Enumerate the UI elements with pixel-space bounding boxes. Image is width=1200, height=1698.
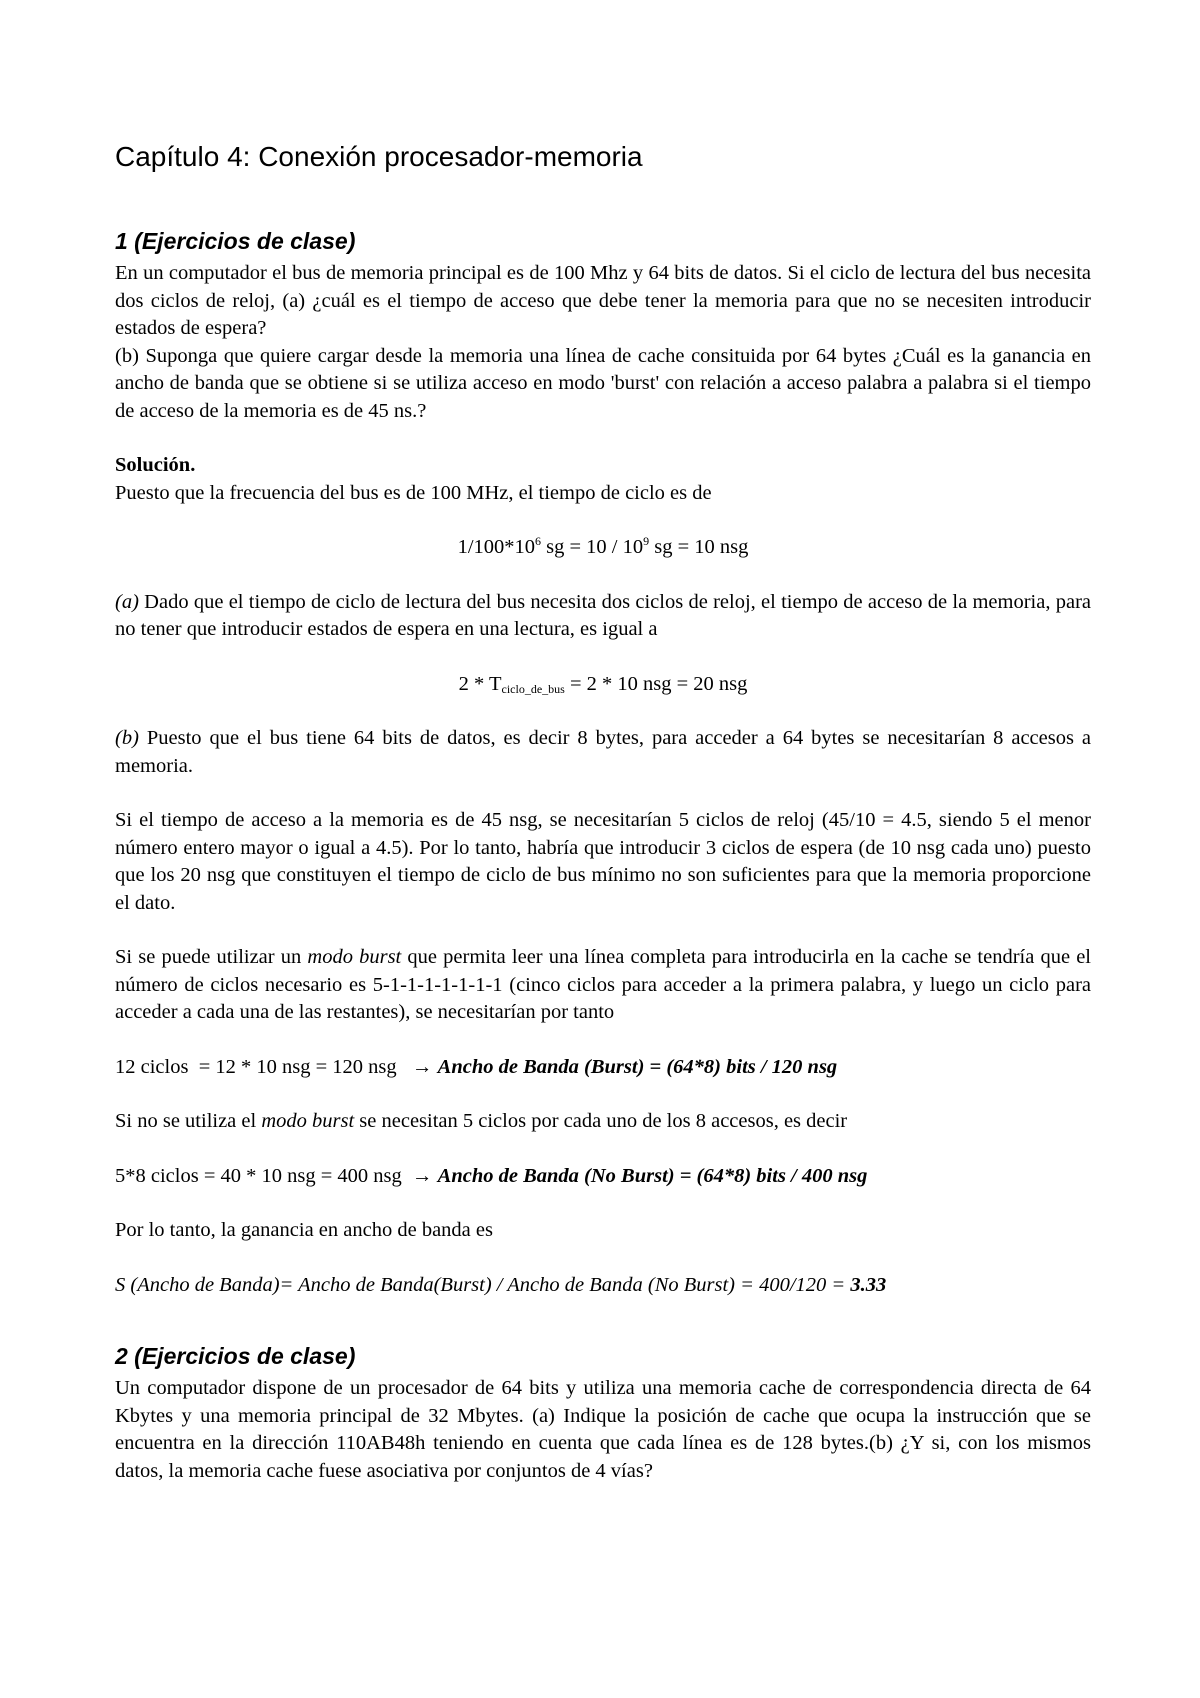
exercise-1-heading: 1 (Ejercicios de clase) (115, 228, 356, 254)
burst-calculation (115, 1054, 1091, 1082)
exercise-1-statement-a: En un computador el bus de memoria principal es de 100 Mhz y 64 bits de datos. Si el ciclo de lectura del bus necesita dos ciclos de reloj, (a) ¿cuál es el tiempo de acceso que debe tener la memoria para que no se necesiten introducir estados de espera? (115, 262, 1091, 339)
text: se necesitan 5 ciclos por cada uno de los 8 accesos, es decir (354, 1110, 848, 1132)
part-b-label: (b) (115, 727, 139, 749)
solution-label: Solución. (115, 454, 196, 476)
solution-intro: Puesto que la frecuencia del bus es de 100 MHz, el tiempo de ciclo es de (115, 481, 712, 504)
document-page (115, 120, 1091, 1485)
formula-subscript: ciclo_de_bus (501, 681, 565, 696)
emphasis: modo burst (307, 946, 402, 968)
part-a-paragraph (115, 589, 1091, 644)
formula-exponent: 6 (535, 534, 542, 548)
bandwidth-noburst: Ancho de Banda (No Burst) = (64*8) bits / 400 nsg (437, 1164, 868, 1187)
noburst-paragraph (115, 1108, 1091, 1136)
formula-cycle-time (115, 534, 1091, 562)
text: Si se puede utilizar un (115, 946, 308, 968)
formula-text: sg = 10 nsg (649, 536, 749, 558)
gain-formula (115, 1272, 1091, 1300)
exercise-1 (115, 226, 1091, 1299)
formula-text: 1/100*10 (457, 536, 536, 558)
exercise-2 (115, 1341, 1091, 1485)
part-a-label: (a) (115, 590, 139, 613)
bandwidth-burst: Ancho de Banda (Burst) = (64*8) bits / 120 nsg (437, 1055, 838, 1078)
exercise-2-statement: Un computador dispone de un procesador de 64 bits y utiliza una memoria cache de correspondencia directa de 64 Kbytes y una memoria principal de 32 Mbytes. (a) Indique la posición de cache que ocupa la instrucción que se encuentra en la dirección 110AB48h teniendo en cuenta que cada línea es de 128 bytes.(b) ¿Y si, con los mismos datos, la memoria cache fuese asociativa por conjuntos de 4 vías? (115, 1377, 1091, 1482)
formula-text: 2 * T (458, 672, 502, 695)
gain-result: 3.33 (850, 1273, 887, 1296)
text: que permita leer una línea completa para introducirla en la cache se tendría que el número de ciclos necesario es 5-1-1-1-1-1-1-1 (cinco ciclos para acceder a la primera palabra, y luego un ciclo para acceder a cada una de las restantes), se necesitarían por tanto (115, 946, 1091, 1023)
part-b-text: Puesto que el bus tiene 64 bits de datos, es decir 8 bytes, para acceder a 64 bytes se necesitarían 8 accesos a memoria. (115, 727, 1091, 777)
calc-text: 12 ciclos = 12 * 10 nsg = 120 nsg → (115, 1055, 438, 1078)
burst-paragraph (115, 944, 1091, 1027)
formula-exponent: 9 (643, 534, 650, 548)
formula-access-time (115, 671, 1091, 699)
formula-text: = 2 * 10 nsg = 20 nsg (564, 672, 748, 695)
gain-intro: Por lo tanto, la ganancia en ancho de banda es (115, 1219, 493, 1241)
emphasis: modo burst (261, 1110, 355, 1132)
noburst-calculation (115, 1163, 1091, 1191)
part-b-paragraph (115, 725, 1091, 780)
chapter-title: Capítulo 4: Conexión procesador-memoria (115, 141, 643, 172)
formula-text: sg = 10 / 10 (541, 536, 644, 558)
exercise-1-statement-b: (b) Suponga que quiere cargar desde la memoria una línea de cache consituida por 64 bytes ¿Cuál es la ganancia en ancho de banda que se obtiene si se utiliza acceso en modo 'burst' con relación a acceso palabra a palabra si el tiempo de acceso de la memoria es de 45 ns.? (115, 344, 1091, 422)
calc-text: 5*8 ciclos = 40 * 10 nsg = 400 nsg → (115, 1164, 438, 1187)
text: Si no se utiliza el (115, 1110, 262, 1132)
exercise-2-heading: 2 (Ejercicios de clase) (115, 1343, 356, 1369)
part-a-text: Dado que el tiempo de ciclo de lectura del bus necesita dos ciclos de reloj, el tiempo de acceso de la memoria, para no tener que introducir estados de espera en una lectura, es igual a (115, 590, 1091, 640)
gain-text: S (Ancho de Banda)= Ancho de Banda(Burst) / Ancho de Banda (No Burst) = 400/120 = (115, 1273, 851, 1296)
wait-states-paragraph: Si el tiempo de acceso a la memoria es de 45 nsg, se necesitarían 5 ciclos de reloj (45/10 = 4.5, siendo 5 el menor número entero mayor o igual a 4.5). Por lo tanto, habría que introducir 3 ciclos de espera (de 10 nsg cada uno) puesto que los 20 nsg que constituyen el tiempo de ciclo de bus mínimo no son suficientes para que la memoria proporcione el dato. (115, 809, 1091, 914)
